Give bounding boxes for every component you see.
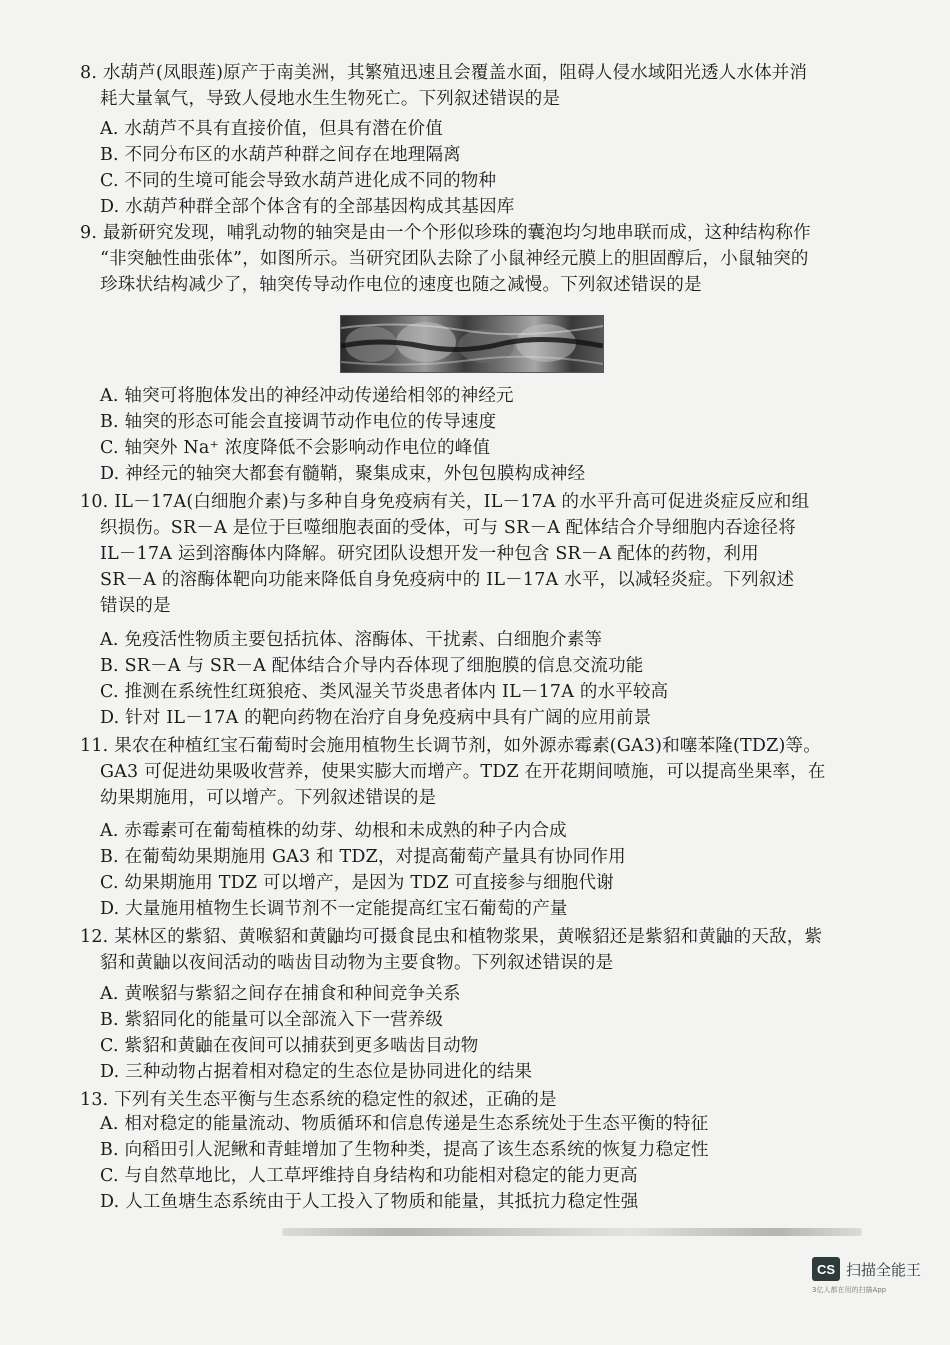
scanner-tagline: 3亿人都在用的扫描App <box>812 1286 887 1294</box>
question-11-stem-line-3: 幼果期施用，可以增产。下列叙述错误的是 <box>100 788 437 808</box>
question-12-option-c: C. 紫貂和黄鼬在夜间可以捕获到更多啮齿目动物 <box>100 1036 479 1056</box>
question-8-option-c: C. 不同的生境可能会导致水葫芦进化成不同的物种 <box>100 171 497 191</box>
question-10-stem-line-1: 10. IL－17A(白细胞介素)与多种自身免疫病有关，IL－17A 的水平升高可促进炎症反应和组 <box>80 492 810 512</box>
question-10-option-c: C. 推测在系统性红斑狼疮、类风湿关节炎患者体内 IL－17A 的水平较高 <box>100 682 669 702</box>
question-10-stem-line-4: SR－A 的溶酶体靶向功能来降低自身免疫病中的 IL－17A 水平，以减轻炎症。下列叙述 <box>100 570 795 590</box>
question-9-stem-line-3: 珍珠状结构减少了，轴突传导动作电位的速度也随之减慢。下列叙述错误的是 <box>100 275 702 295</box>
camscanner-logo-icon: CS <box>812 1257 840 1281</box>
question-9-option-d: D. 神经元的轴突大都套有髓鞘，聚集成束，外包包膜构成神经 <box>100 464 586 484</box>
question-9-option-a: A. 轴突可将胞体发出的神经冲动传递给相邻的神经元 <box>100 386 514 406</box>
question-13-option-c: C. 与自然草地比，人工草坪维持自身结构和功能相对稳定的能力更高 <box>100 1166 638 1186</box>
question-11-stem-line-1: 11. 果农在种植红宝石葡萄时会施用植物生长调节剂，如外源赤霉素(GA3)和噻苯隆(TDZ)等。 <box>80 736 821 756</box>
question-10-stem-line-5: 错误的是 <box>100 596 171 616</box>
question-8-option-b: B. 不同分布区的水葫芦种群之间存在地理隔离 <box>100 145 461 165</box>
question-10-option-b: B. SR－A 与 SR－A 配体结合介导内吞体现了细胞膜的信息交流功能 <box>100 656 644 676</box>
question-13-option-b: B. 向稻田引人泥鳅和青蛙增加了生物种类，提高了该生态系统的恢复力稳定性 <box>100 1140 709 1160</box>
question-11-option-a: A. 赤霉素可在葡萄植株的幼芽、幼根和未成熟的种子内合成 <box>100 821 567 841</box>
question-9-stem-line-2: “非突触性曲张体”，如图所示。当研究团队去除了小鼠神经元膜上的胆固醇后，小鼠轴突的 <box>100 249 809 269</box>
question-12-stem-line-2: 貂和黄鼬以夜间活动的啮齿目动物为主要食物。下列叙述错误的是 <box>100 953 614 973</box>
question-11-stem-line-2: GA3 可促进幼果吸收营养，使果实膨大而增产。TDZ 在开花期间喷施，可以提高坐果率，在 <box>100 762 826 782</box>
question-11-option-b: B. 在葡萄幼果期施用 GA3 和 TDZ，对提高葡萄产量具有协同作用 <box>100 847 626 867</box>
question-8-stem-line-1: 8. 水葫芦(凤眼莲)原产于南美洲，其繁殖迅速且会覆盖水面，阻碍人侵水域阳光透人水体并消 <box>80 63 808 83</box>
question-13-option-d: D. 人工鱼塘生态系统由于人工投入了物质和能量，其抵抗力稳定性强 <box>100 1192 639 1212</box>
question-12-option-d: D. 三种动物占据着相对稳定的生态位是协同进化的结果 <box>100 1062 533 1082</box>
question-9-stem-line-1: 9. 最新研究发现，哺乳动物的轴突是由一个个形似珍珠的囊泡均匀地串联而成，这种结构称作 <box>80 223 811 243</box>
question-10-stem-line-2: 织损伤。SR－A 是位于巨噬细胞表面的受体，可与 SR－A 配体结合介导细胞内吞途径将 <box>100 518 796 538</box>
question-12-option-a: A. 黄喉貂与紫貂之间存在捕食和种间竞争关系 <box>100 984 461 1004</box>
scanner-watermark <box>812 1257 921 1281</box>
axon-micrograph-image <box>340 315 604 373</box>
scanner-app-name: 扫描全能王 <box>846 1260 922 1279</box>
question-13-stem-line-1: 13. 下列有关生态平衡与生态系统的稳定性的叙述，正确的是 <box>80 1090 557 1110</box>
cropped-footer-line <box>282 1228 862 1236</box>
question-12-option-b: B. 紫貂同化的能量可以全部流入下一营养级 <box>100 1010 444 1030</box>
question-9-option-b: B. 轴突的形态可能会直接调节动作电位的传导速度 <box>100 412 497 432</box>
axon-beads-drawing <box>341 316 603 372</box>
question-11-option-c: C. 幼果期施用 TDZ 可以增产，是因为 TDZ 可直接参与细胞代谢 <box>100 873 614 893</box>
question-11-option-d: D. 大量施用植物生长调节剂不一定能提高红宝石葡萄的产量 <box>100 899 568 919</box>
question-9-option-c: C. 轴突外 Na⁺ 浓度降低不会影响动作电位的峰值 <box>100 438 491 458</box>
question-8-option-a: A. 水葫芦不具有直接价值，但具有潜在价值 <box>100 119 443 139</box>
question-10-option-d: D. 针对 IL－17A 的靶向药物在治疗自身免疫病中具有广阔的应用前景 <box>100 708 652 728</box>
question-8-stem-line-2: 耗大量氧气，导致人侵地水生生物死亡。下列叙述错误的是 <box>100 89 561 109</box>
question-10-option-a: A. 免疫活性物质主要包括抗体、溶酶体、干扰素、白细胞介素等 <box>100 630 603 650</box>
question-13-option-a: A. 相对稳定的能量流动、物质循环和信息传递是生态系统处于生态平衡的特征 <box>100 1114 709 1134</box>
question-8-option-d: D. 水葫芦种群全部个体含有的全部基因构成其基因库 <box>100 197 515 217</box>
question-12-stem-line-1: 12. 某林区的紫貂、黄喉貂和黄鼬均可摄食昆虫和植物浆果，黄喉貂还是紫貂和黄鼬的天敌，紫 <box>80 927 823 947</box>
question-10-stem-line-3: IL－17A 运到溶酶体内降解。研究团队设想开发一种包含 SR－A 配体的药物，利用 <box>100 544 759 564</box>
